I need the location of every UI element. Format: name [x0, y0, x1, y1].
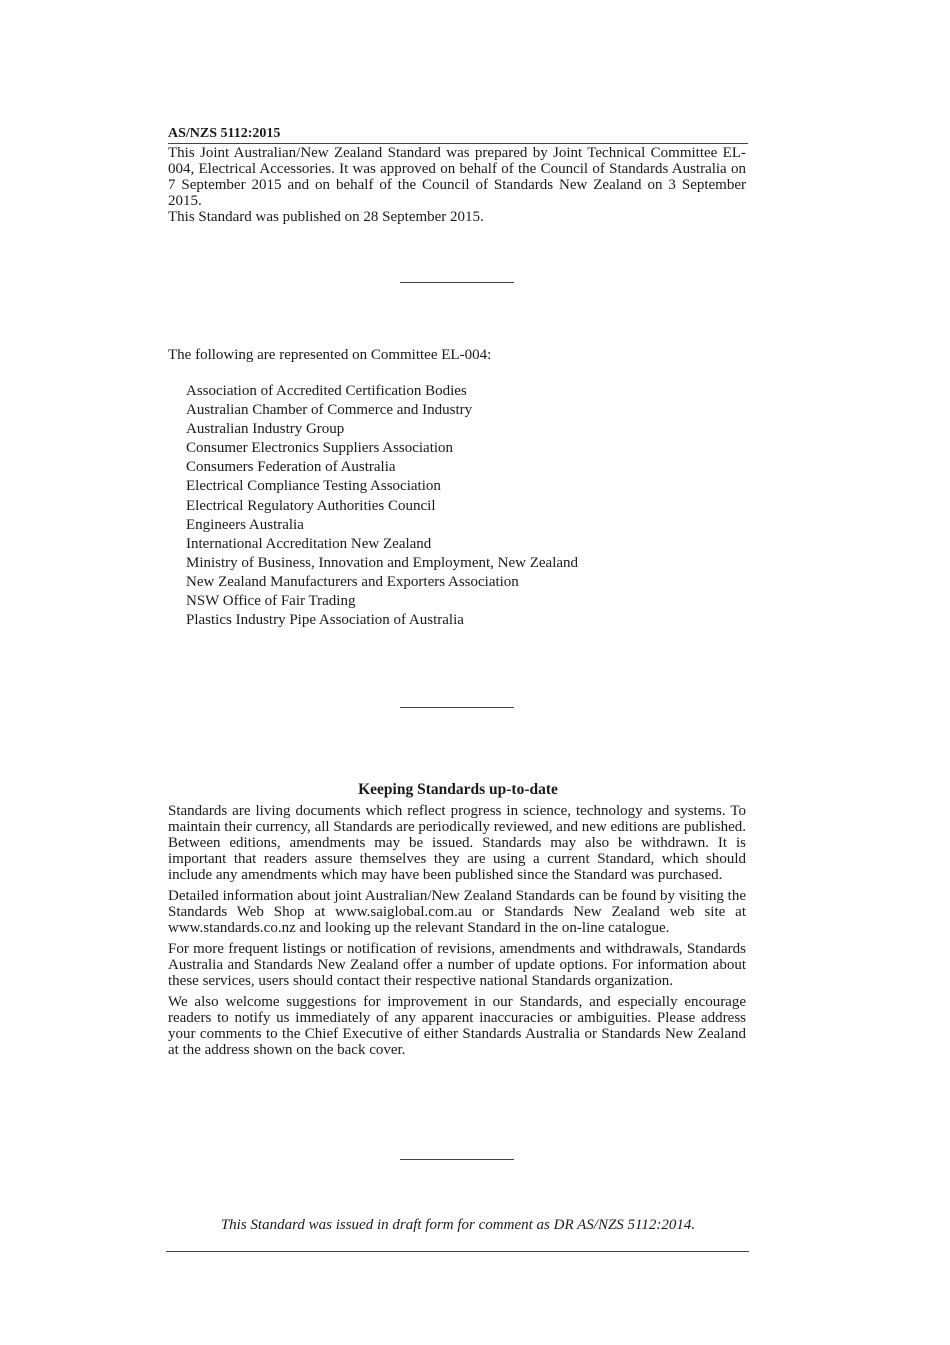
- section-heading: Keeping Standards up-to-date: [358, 781, 558, 798]
- draft-note: This Standard was issued in draft form for comment as DR AS/NZS 5112:2014.: [220, 1217, 696, 1233]
- footer-divider: [166, 1251, 749, 1252]
- body-paragraph: Standards are living documents which reflect progress in science, technology and systems. To maintain their currency, all Standards are periodically reviewed, and new editions are published. Between editions, amendments may be issued. Standards may also be withdrawn. It is important that readers assure themselves they are using a current Standard, which should include any amendments which may have been published since the Standard was purchased.: [168, 803, 746, 883]
- list-item: Plastics Industry Pipe Association of Australia: [186, 612, 464, 629]
- preparation-note: [168, 145, 746, 225]
- header-divider: [168, 143, 748, 144]
- list-item: Australian Industry Group: [186, 421, 345, 438]
- list-item: Electrical Compliance Testing Association: [186, 478, 441, 495]
- list-item: Electrical Regulatory Authorities Council: [186, 497, 436, 514]
- list-item: New Zealand Manufacturers and Exporters Association: [186, 573, 519, 590]
- keeping-up-to-date-body: [168, 803, 746, 1063]
- list-item: Consumer Electronics Suppliers Association: [186, 440, 454, 457]
- list-item: Australian Chamber of Commerce and Industry: [186, 402, 473, 419]
- approval-paragraph: This Joint Australian/New Zealand Standard was prepared by Joint Technical Committee EL-004, Electrical Accessories. It was approved on behalf of the Council of Standards Australia on 7 September 2015 and on behalf of the Council of Standards New Zealand on 3 September 2015.: [168, 145, 746, 209]
- body-paragraph: For more frequent listings or notification of revisions, amendments and withdrawals, Standards Australia and Standards New Zealand offer a number of update options. For information about these services, users should contact their respective national Standards organization.: [168, 941, 746, 989]
- list-item: Ministry of Business, Innovation and Employment, New Zealand: [186, 554, 579, 571]
- list-item: NSW Office of Fair Trading: [186, 593, 356, 610]
- committee-member-list: [186, 382, 578, 630]
- list-item: Engineers Australia: [186, 516, 304, 533]
- body-paragraph: Detailed information about joint Australian/New Zealand Standards can be found by visiting the Standards Web Shop at www.saiglobal.com.au or Standards New Zealand web site at www.standards.co.nz and looking up the relevant Standard in the on-line catalogue.: [168, 888, 746, 936]
- publication-date: This Standard was published on 28 September 2015.: [168, 209, 484, 225]
- section-divider: [400, 1159, 514, 1160]
- list-item: International Accreditation New Zealand: [186, 535, 432, 552]
- list-item: Consumers Federation of Australia: [186, 459, 396, 476]
- body-paragraph: We also welcome suggestions for improvement in our Standards, and especially encourage readers to notify us immediately of any apparent inaccuracies or ambiguities. Please address your comments to the Chief Executive of either Standards Australia or Standards New Zealand at the address shown on the back cover.: [168, 994, 746, 1058]
- section-divider: [400, 282, 514, 283]
- list-item: Association of Accredited Certification Bodies: [186, 383, 467, 399]
- section-divider: [400, 707, 514, 708]
- standard-designation: AS/NZS 5112:2015: [168, 126, 281, 141]
- committee-intro: The following are represented on Committee EL-004:: [168, 347, 492, 363]
